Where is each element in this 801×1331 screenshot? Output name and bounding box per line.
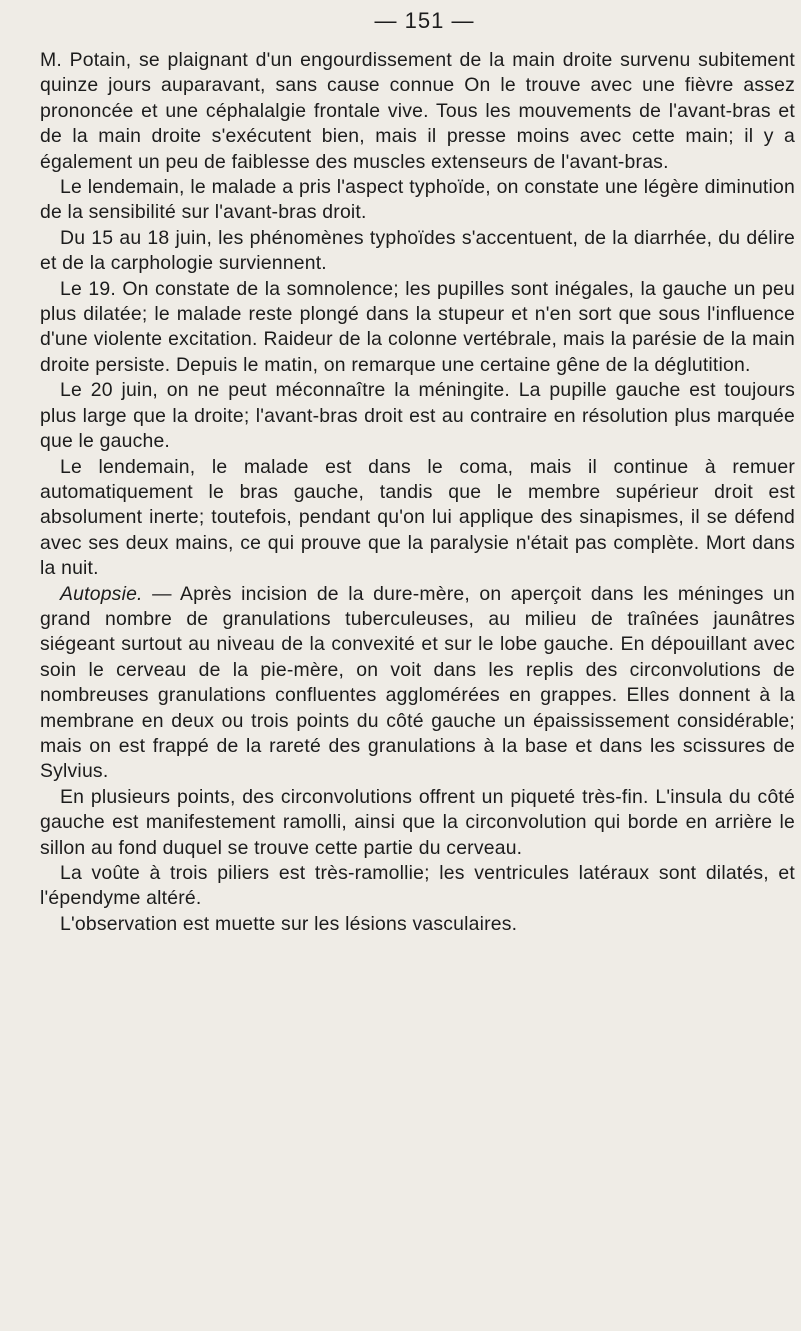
- paragraph-coma-death: Le lendemain, le malade est dans le coma, mais il continue à remuer automatiquement le bras gauche, tandis que le membre supérieur droit est absolument inerte; toutefois, pendant qu'on lui applique des sinapismes, il se défend avec ses deux mains, ce qui prouve que la paralysie n'était pas complète. Mort dans la nuit.: [40, 455, 795, 580]
- paragraph-case-intro: M. Potain, se plaignant d'un engourdissement de la main droite survenu subitement quinze jours auparavant, sans cause connue On le trouve avec une fièvre assez prononcée et une céphalalgie frontale vive. Tous les mouvements de l'avant-bras et de la main droite s'exécutent bien, mais il presse moins avec cette main; il y a également un peu de faiblesse des muscles extenseurs de l'avant-bras.: [40, 49, 795, 173]
- paragraph-autopsy: [40, 582, 795, 785]
- paragraph-circonvolutions: En plusieurs points, des circonvolutions offrent un piqueté très-fin. L'insula du côté gauche est manifestement ramolli, ainsi que la circonvolution qui borde en arrière le sillon au fond duquel se trouve cette partie du cerveau.: [40, 785, 795, 859]
- paragraph-next-day: Le lendemain, le malade a pris l'aspect typhoïde, on constate une légère diminution de la sensibilité sur l'avant-bras droit.: [40, 176, 795, 224]
- body-text: [40, 48, 795, 937]
- paragraph-june-19: Le 19. On constate de la somnolence; les pupilles sont inégales, la gauche un peu plus dilatée; le malade reste plongé dans la stupeur et n'en sort que sous l'influence d'une violente excitation. Raideur de la colonne vertébrale, mais la parésie de la main droite persiste. Depuis le matin, on remarque une certaine gêne de la déglutition.: [40, 277, 795, 376]
- paragraph-june-20: Le 20 juin, on ne peut méconnaître la méningite. La pupille gauche est toujours plus large que la droite; l'avant-bras droit est au contraire en résolution plus marquée que le gauche.: [40, 379, 795, 453]
- autopsy-label: Autopsie.: [60, 582, 143, 605]
- paragraph-june-15-18: Du 15 au 18 juin, les phénomènes typhoïdes s'accentuent, de la diarrhée, du délire et de la carphologie surviennent.: [40, 226, 795, 275]
- autopsy-text: — Après incision de la dure-mère, on aperçoit dans les méninges un grand nombre de granulations tuberculeuses, au milieu de traînées jaunâtres siégeant surtout au niveau de la convexité et sur le lobe gauche. En dépouillant avec soin le cerveau de la pie-mère, on voit dans les replis des circonvolutions de nombreuses granulations confluentes agglomérées en grappes. Elles donnent à la membrane en deux ou trois points du côté gauche un épaississement considérable; mais on est frappé de la rareté des granulations à la base et dans les scissures de Sylvius.: [40, 582, 795, 783]
- page-number: — 151 —: [374, 8, 475, 33]
- book-page: [40, 0, 795, 937]
- paragraph-ventricules: La voûte à trois piliers est très-ramollie; les ventricules latéraux sont dilatés, et l'épendyme altéré.: [40, 862, 795, 910]
- paragraph-observation: L'observation est muette sur les lésions vasculaires.: [60, 912, 518, 935]
